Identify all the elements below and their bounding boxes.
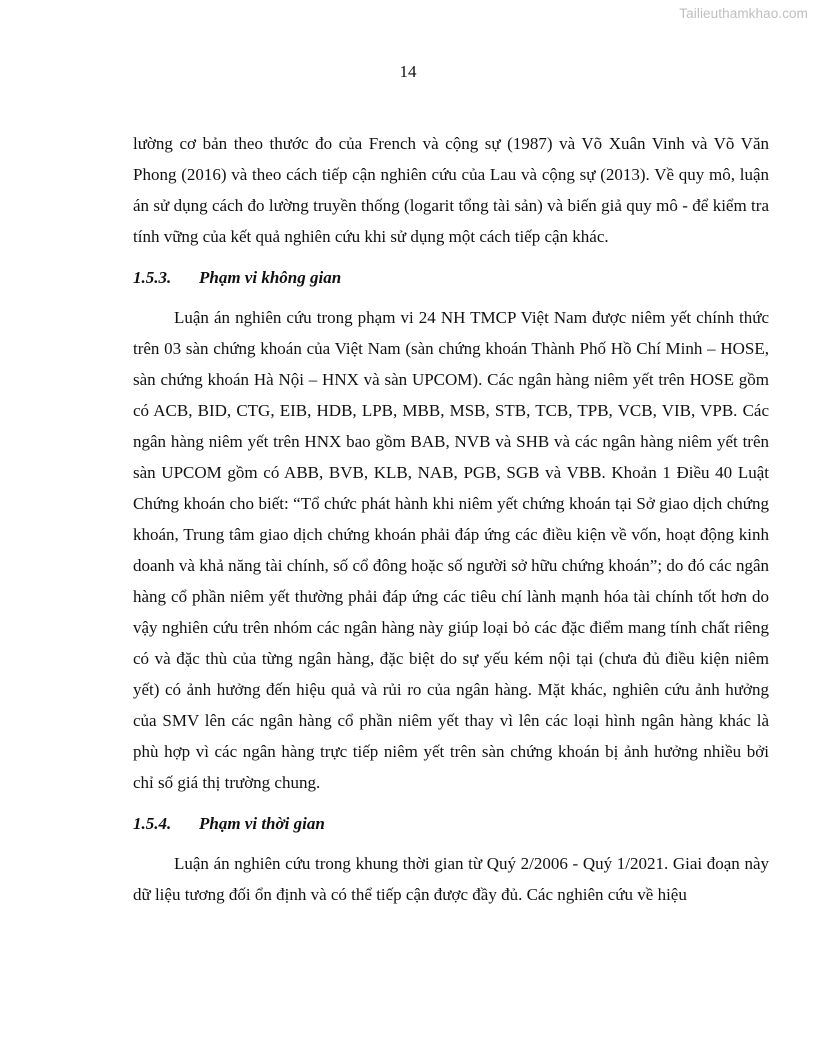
paragraph-scope-space: Luận án nghiên cứu trong phạm vi 24 NH TMCP Việt Nam được niêm yết chính thức trên 03 sàn chứng khoán của Việt Nam (sàn chứng khoán Thành Phố Hồ Chí Minh – HOSE, sàn chứng khoán Hà Nội – HNX và sàn UPCOM). Các ngân hàng niêm yết trên HOSE gồm có ACB, BID, CTG, EIB, HDB, LPB, MBB, MSB, STB, TCB, TPB, VCB, VIB, VPB. Các ngân hàng niêm yết trên HNX bao gồm BAB, NVB và SHB và các ngân hàng niêm yết trên sàn UPCOM gồm có ABB, BVB, KLB, NAB, PGB, SGB và VBB. Khoản 1 Điều 40 Luật Chứng khoán cho biết: “Tổ chức phát hành khi niêm yết chứng khoán tại Sở giao dịch chứng khoán, Trung tâm giao dịch chứng khoán phải đáp ứng các điều kiện về vốn, hoạt động kinh doanh và khả năng tài chính, số cổ đông hoặc số người sở hữu chứng khoán”; do đó các ngân hàng cổ phần niêm yết thường phải đáp ứng các tiêu chí lành mạnh hóa tài chính tốt hơn do vậy nghiên cứu trên nhóm các ngân hàng này giúp loại bỏ các đặc điểm mang tính chất riêng có và đặc thù của từng ngân hàng, đặc biệt do sự yếu kém nội tại (chưa đủ điều kiện niêm yết) có ảnh hưởng đến hiệu quả và rủi ro của ngân hàng. Mặt khác, nghiên cứu ảnh hưởng của SMV lên các ngân hàng cổ phần niêm yết thay vì lên các loại hình ngân hàng khác là phù hợp vì các ngân hàng trực tiếp niêm yết trên sàn chứng khoán bị ảnh hưởng nhiều bởi chỉ số giá thị trường chung.	[133, 308, 769, 792]
section-number: 1.5.3.	[133, 268, 172, 287]
section-title: Phạm vi không gian	[199, 268, 342, 287]
watermark-text: Tailieuthamkhao.com	[679, 6, 808, 21]
section-heading-1-5-4	[133, 808, 769, 839]
page-number: 14	[399, 62, 417, 81]
paragraph-continuation: lường cơ bản theo thước đo của French và cộng sự (1987) và Võ Xuân Vinh và Võ Văn Phong (2016) và theo cách tiếp cận nghiên cứu của Lau và cộng sự (2013). Về quy mô, luận án sử dụng cách đo lường truyền thống (logarit tổng tài sản) và biến giả quy mô - để kiểm tra tính vững của kết quả nghiên cứu khi sử dụng một cách tiếp cận khác.	[133, 134, 769, 246]
section-number: 1.5.4.	[133, 814, 172, 833]
section-heading-1-5-3	[133, 262, 769, 293]
paragraph-scope-time: Luận án nghiên cứu trong khung thời gian từ Quý 2/2006 - Quý 1/2021. Giai đoạn này dữ liệu tương đối ổn định và có thể tiếp cận được đầy đủ. Các nghiên cứu về hiệu	[133, 854, 769, 904]
section-title: Phạm vi thời gian	[199, 814, 325, 833]
document-body	[133, 128, 769, 920]
